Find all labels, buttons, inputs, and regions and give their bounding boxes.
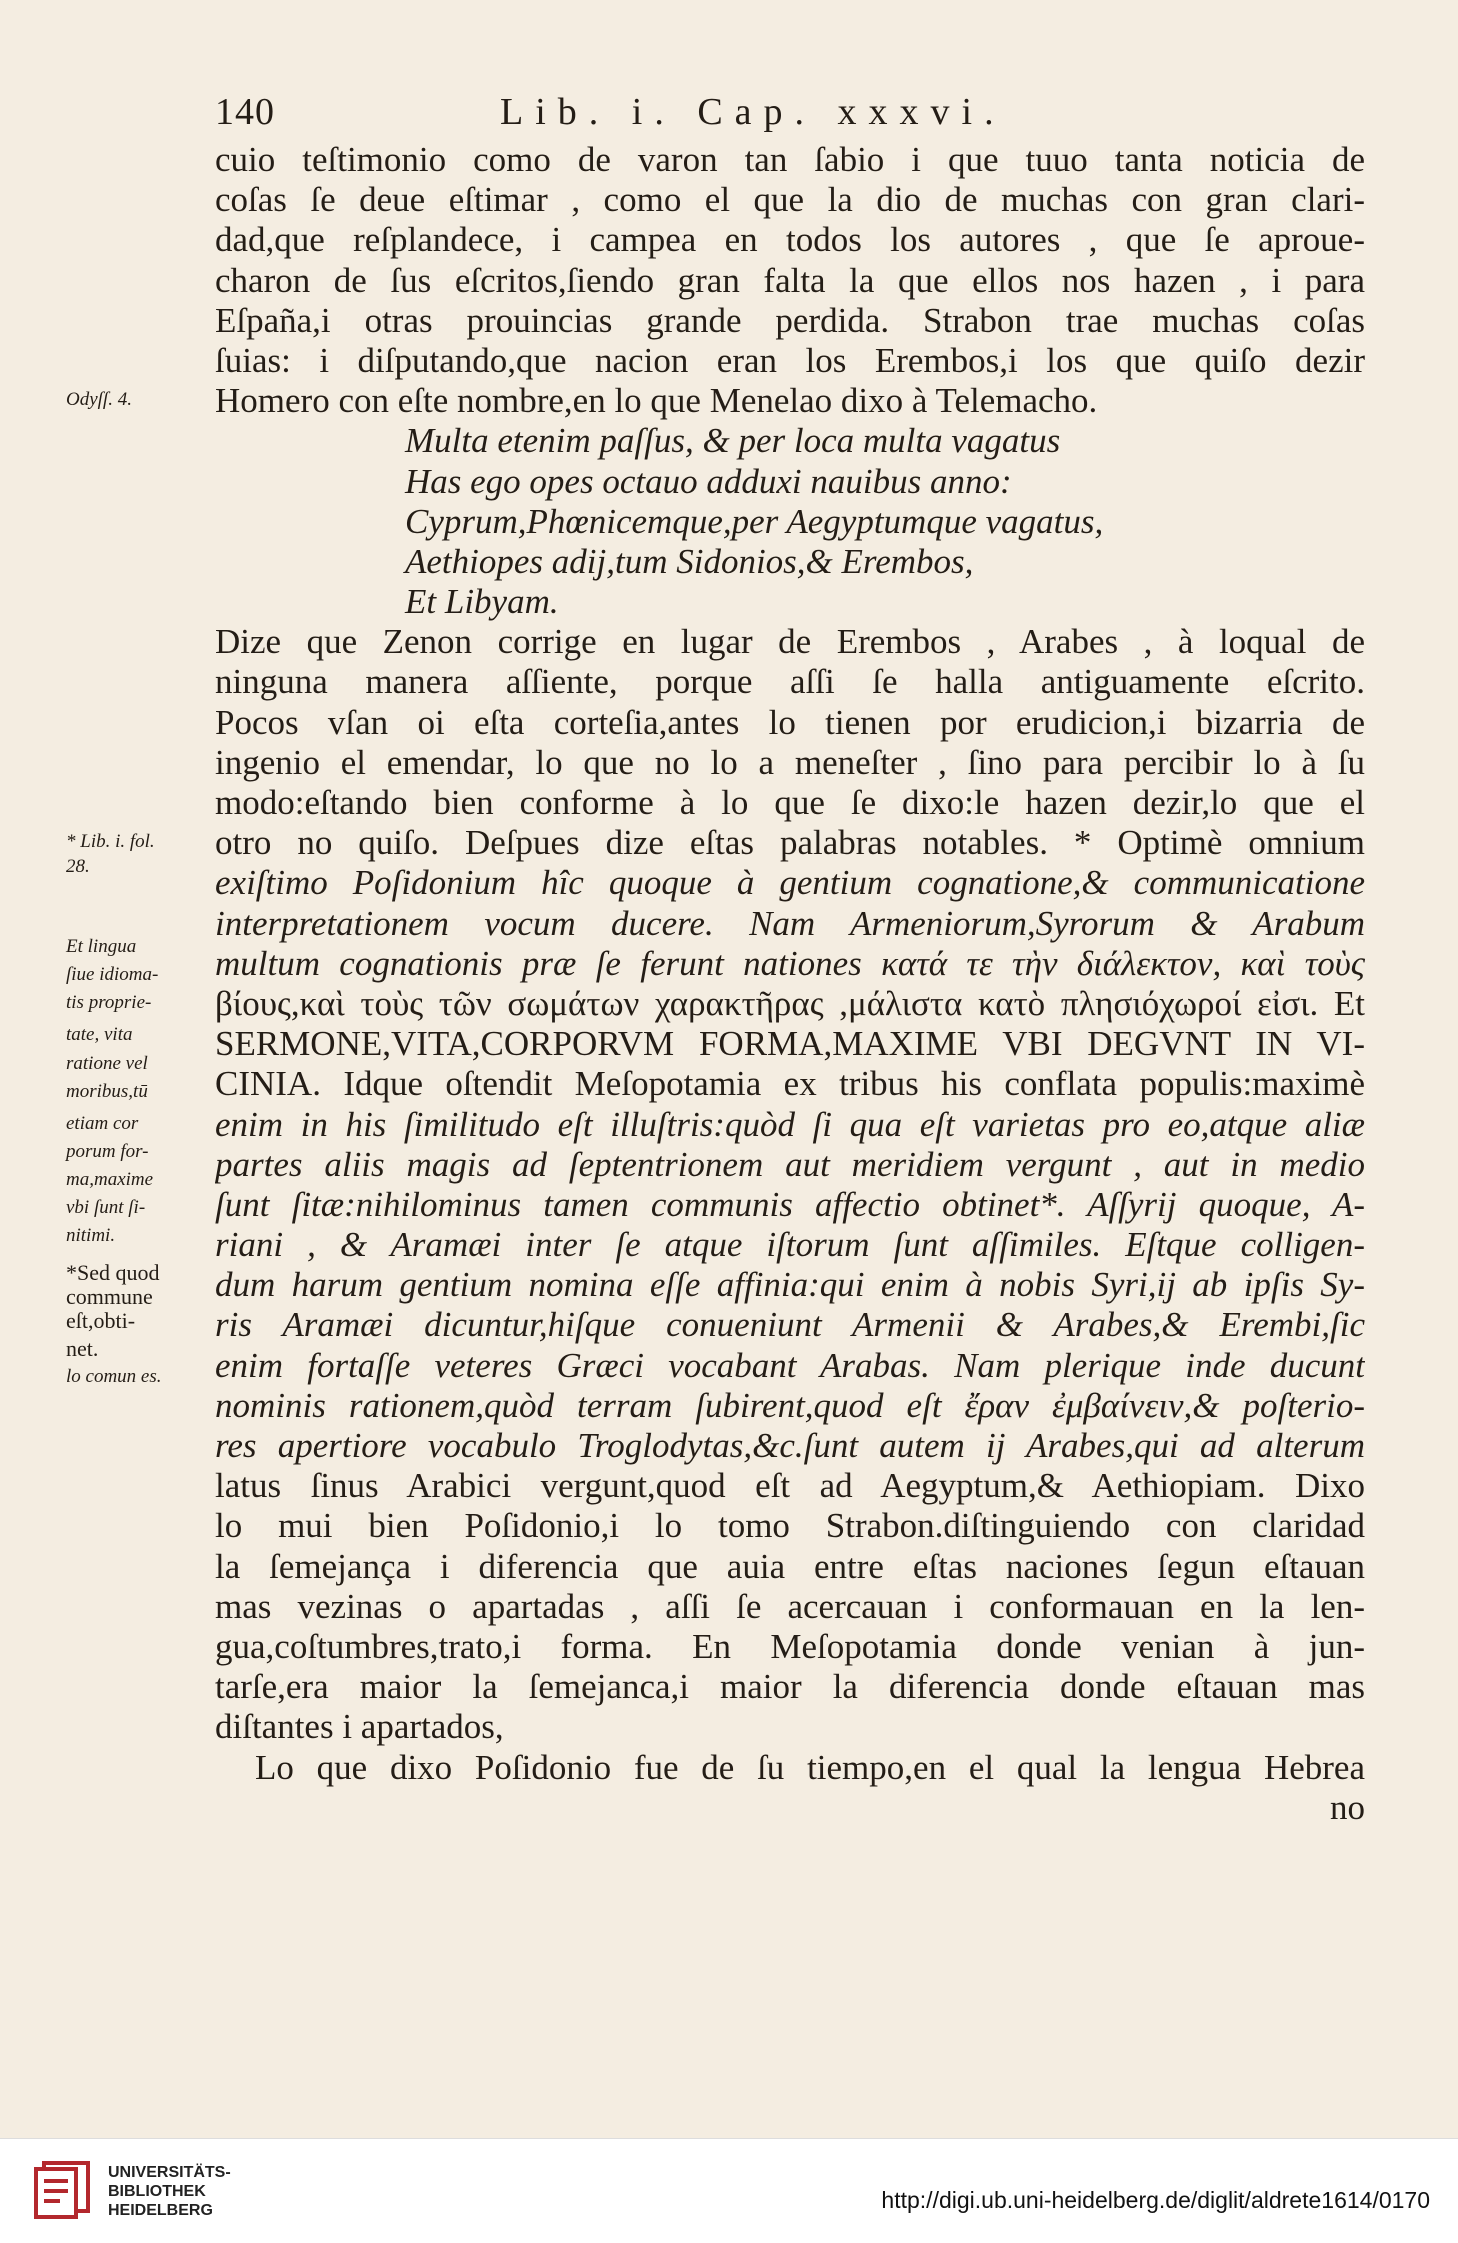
text-line: la ſemejança i diferencia que auia entre eſtas naciones ſegun eſtauan xyxy=(215,1546,1365,1586)
text-line: riani , & Aramæi inter ſe atque iſtorum ſunt aſſimiles. Eſtque colligen- xyxy=(215,1225,1365,1265)
margin-note: net. xyxy=(66,1335,99,1361)
text-line: res apertiore vocabulo Troglodytas,&c.ſunt autem ij Arabes,qui ad alterum xyxy=(215,1426,1365,1465)
text-line: ſuias: i diſputando,que nacion eran los Erembos,i los que quiſo dezir xyxy=(215,340,1365,380)
margin-note: tis proprie- xyxy=(66,992,152,1014)
text-line: Et Libyam. xyxy=(405,582,559,622)
margin-note: ſiue idioma- xyxy=(66,964,159,986)
margin-note: nitimi. xyxy=(66,1225,116,1247)
margin-note: commune xyxy=(66,1283,153,1309)
margin-note: vbi ſunt ſi- xyxy=(66,1197,146,1219)
text-line: ingenio el emendar, lo que no lo a meneſter , ſino para percibir lo à ſu xyxy=(215,742,1365,782)
margin-note: etiam cor xyxy=(66,1112,139,1134)
text-line: partes aliis magis ad ſeptentrionem aut meridiem vergunt , aut in medio xyxy=(215,1144,1365,1184)
text-line: enim in his ſimilitudo eſt illuſtris:quòd ſi qua eſt varietas pro eo,atque aliæ xyxy=(215,1104,1365,1144)
text-line: βίους,καὶ τοὺς τῶν σωμάτων χαρακτῆρας ,μάλιστα κατὸ πλησιόχωροί εἰσι. Et xyxy=(215,983,1365,1023)
text-line: Has ego opes octauo adduxi nauibus anno: xyxy=(405,461,1012,501)
library-logo-icon[interactable] xyxy=(30,2159,95,2224)
text-line: gua,coſtumbres,trato,i forma. En Meſopotamia donde venian à jun- xyxy=(215,1626,1365,1666)
library-name-line: UNIVERSITÄTS- xyxy=(108,2164,231,2181)
text-line: modo:eſtando bien conforme à lo que ſe dixo:le hazen dezir,lo que el xyxy=(215,783,1365,822)
margin-note: Odyſſ. 4. xyxy=(66,389,132,411)
viewer-footer xyxy=(0,2138,1458,2243)
text-line: CINIA. Idque oſtendit Meſopotamia ex tribus his conflata populis:maximè xyxy=(215,1064,1365,1104)
text-line: Aethiopes adij,tum Sidonios,& Erembos, xyxy=(405,541,974,581)
margin-note: Et lingua xyxy=(66,935,137,957)
running-head xyxy=(215,90,1365,140)
library-name[interactable] xyxy=(108,2163,231,2220)
margin-note: porum for- xyxy=(66,1140,149,1162)
margin-note: *Sed quod xyxy=(66,1259,160,1285)
text-line: enim fortaſſe veteres Græci vocabant Arabas. Nam plerique inde ducunt xyxy=(215,1345,1365,1385)
text-line: Multa etenim paſſus, & per loca multa vagatus xyxy=(405,421,1061,461)
text-line: coſas ſe deue eſtimar , como el que la dio de muchas con gran clari- xyxy=(215,180,1365,220)
text-line: SERMONE,VITA,CORPORVM FORMA,MAXIME VBI DEGVNT IN VI- xyxy=(215,1024,1365,1064)
text-line: multum cognationis præ ſe ferunt nationes κατά τε τὴν διάλεκτον, καὶ τοὺς xyxy=(215,943,1365,983)
text-line: cuio teſtimonio como de varon tan ſabio i que tuuo tanta noticia de xyxy=(215,140,1365,179)
page-number: 140 xyxy=(215,91,275,133)
library-name-line: BIBLIOTHEK xyxy=(108,2183,206,2200)
text-line: ninguna manera aſſiente, porque aſſi ſe halla antiguamente eſcrito. xyxy=(215,662,1365,702)
text-line: latus ſinus Arabici vergunt,quod eſt ad Aegyptum,& Aethiopiam. Dixo xyxy=(215,1466,1365,1506)
text-line: no xyxy=(1330,1787,1365,1827)
margin-note: moribus,tū xyxy=(66,1080,148,1102)
body-text xyxy=(215,140,1365,1828)
margin-note: 28. xyxy=(66,855,90,877)
text-line: charon de ſus eſcritos,ſiendo gran falta la que ellos nos hazen , i para xyxy=(215,260,1365,300)
margin-note: * Lib. i. fol. xyxy=(66,831,155,853)
text-line: dum harum gentium nomina eſſe affinia:qui enim à nobis Syri,ij ab ipſis Sy- xyxy=(215,1265,1365,1305)
text-line: Homero con eſte nombre,en lo que Menelao dixo à Telemacho. xyxy=(215,381,1098,421)
text-line: interpretationem vocum ducere. Nam Armeniorum,Syrorum & Arabum xyxy=(215,903,1365,943)
text-line: Dize que Zenon corrige en lugar de Erembos , Arabes , à loqual de xyxy=(215,622,1365,662)
text-line: otro no quiſo. Deſpues dize eſtas palabras notables. * Optimè omnium xyxy=(215,823,1365,863)
text-line: ſunt ſitæ:nihilominus tamen communis affectio obtinet*. Aſſyrij quoque, A- xyxy=(215,1184,1365,1224)
text-line: Pocos vſan oi eſta corteſia,antes lo tienen por erudicion,i bizarria de xyxy=(215,702,1365,742)
margin-note: ma,maxime xyxy=(66,1169,154,1191)
text-line: diſtantes i apartados, xyxy=(215,1707,504,1747)
text-line: ris Aramæi dicuntur,hiſque conueniunt Armenii & Arabes,& Erembi,ſic xyxy=(215,1305,1365,1345)
chapter-heading: Lib. i. Cap. xxxvi. xyxy=(500,91,1006,133)
text-line: exiſtimo Poſidonium hîc quoque à gentium cognatione,& communicatione xyxy=(215,863,1365,903)
text-line: nominis rationem,quòd terram ſubirent,quod eſt ἔραν ἐμβαίνειν,& poſterio- xyxy=(215,1385,1365,1425)
margin-note: tate, vita xyxy=(66,1024,133,1046)
text-line: Lo que dixo Poſidonio fue de ſu tiempo,en el qual la lengua Hebrea xyxy=(255,1747,1365,1787)
library-name-line: HEIDELBERG xyxy=(108,2202,213,2219)
margin-note: eſt,obti- xyxy=(66,1307,136,1333)
permalink-url[interactable]: http://digi.ub.uni-heidelberg.de/diglit/aldrete1614/0170 xyxy=(881,2187,1430,2213)
text-line: tarſe,era maior la ſemejanca,i maior la diferencia donde eſtauan mas xyxy=(215,1667,1365,1707)
text-line: mas vezinas o apartadas , aſſi ſe acercauan i conformauan en la len- xyxy=(215,1586,1365,1626)
margin-note: ratione vel xyxy=(66,1052,148,1074)
margin-note: lo comun es. xyxy=(66,1366,162,1388)
text-line: Cyprum,Phœnicemque,per Aegyptumque vagatus, xyxy=(405,501,1104,541)
text-line: Eſpaña,i otras prouincias grande perdida. Strabon trae muchas coſas xyxy=(215,300,1365,340)
text-line: dad,que reſplandece, i campea en todos los autores , que ſe aproue- xyxy=(215,220,1365,260)
text-line: lo mui bien Poſidonio,i lo tomo Strabon.diſtinguiendo con claridad xyxy=(215,1506,1365,1546)
